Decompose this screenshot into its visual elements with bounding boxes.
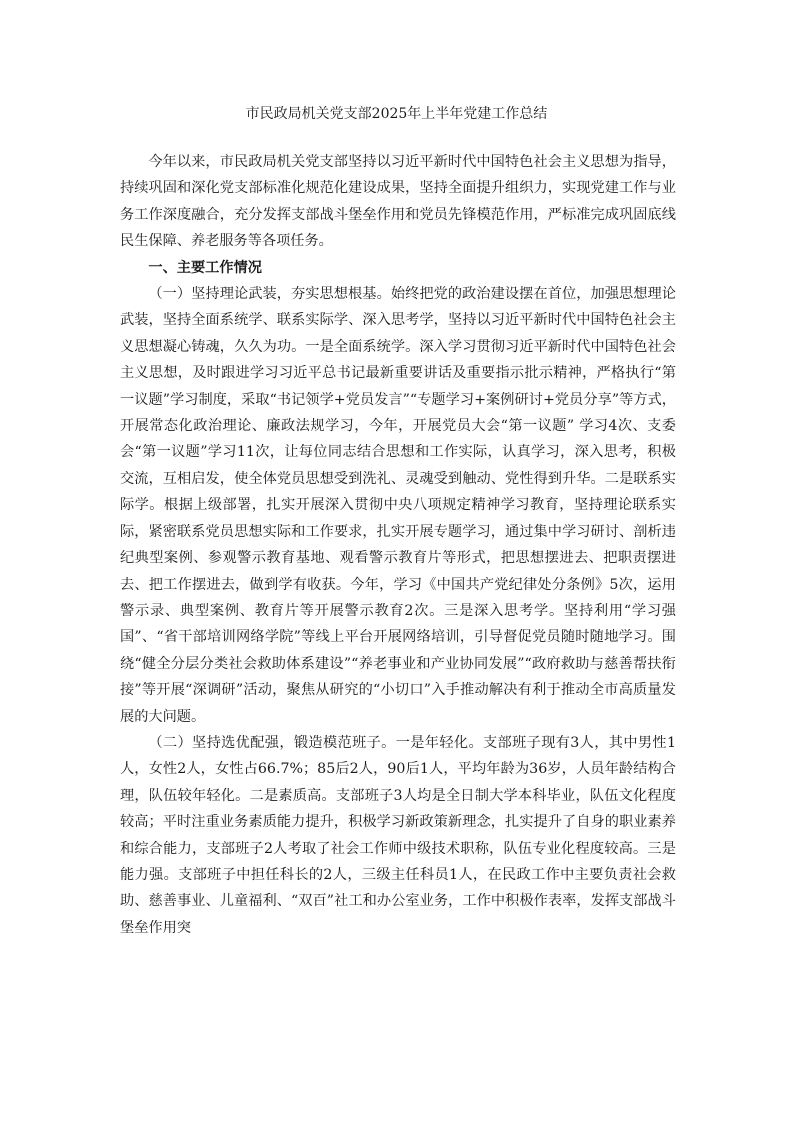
intro-paragraph: 今年以来，市民政局机关党支部坚持以习近平新时代中国特色社会主义思想为指导，持续巩固和深化党支部标准化规范化建设成果，坚持全面提升组织力，实现党建工作与业务工作深度融合，充分发挥支部战斗堡垒作用和党员先锋模范作用，严标准完成巩固底线民生保障、养老服务等各项任务。 [120,154,676,250]
paragraph-theory-study: （一）坚持理论武装，夯实思想根基。始终把党的政治建设摆在首位，加强思想理论武装，坚持全面系统学、联系实际学、深入思考学，坚持以习近平新时代中国特色社会主义思想凝心铸魂，久久为功。一是全面系统学。深入学习贯彻习近平新时代中国特色社会主义思想，及时跟进学习习近平总书记最新重要讲话及重要指示批示精神，严格执行“第一议题”学习制度，采取“书记领学+党员发言”“专题学习+案例研讨+党员分享”等方式，开展常态化政治理论、廉政法规学习，今年，开展党员大会“第一议题” 学习4次、支委会“第一议题”学习11次，让每位同志结合思想和工作实际，认真学习，深入思考，积极交流，互相启发，使全体党员思想受到洗礼、灵魂受到触动、党性得到升华。二是联系实际学。根据上级部署，扎实开展深入贯彻中央八项规定精神学习教育，坚持理论联系实际，紧密联系党员思想实际和工作要求，扎实开展专题学习，通过集中学习研讨、剖析违纪典型案例、参观警示教育基地、观看警示教育片等形式，把思想摆进去、把职责摆进去、把工作摆进去，做到学有收获。今年，学习《中国共产党纪律处分条例》5次，运用警示录、典型案例、教育片等开展警示教育2次。三是深入思考学。坚持利用“学习强国”、“省干部培训网络学院”等线上平台开展网络培训，引导督促党员随时随地学习。围绕“健全分层分类社会救助体系建设”“养老事业和产业协同发展”“政府救助与慈善帮扶衔接”等开展“深调研”活动，聚焦从研究的“小切口”入手推动解决有利于推动全市高质量发展的大问题。 [120,286,676,725]
section-heading: 一、主要工作情况 [148,259,262,276]
document-title: 市民政局机关党支部2025年上半年党建工作总结 [245,106,548,122]
document-body [120,149,676,941]
paragraph-team-building: （二）坚持选优配强，锻造模范班子。一是年轻化。支部班子现有3人，其中男性1人，女性2人，女性占66.7%；85后2人，90后1人，平均年龄为36岁，人员年龄结构合理，队伍较年轻化。二是素质高。支部班子3人均是全日制大学本科毕业，队伍文化程度较高；平时注重业务素质能力提升，积极学习新政策新理念，扎实提升了自身的职业素养和综合能力，支部班子2人考取了社会工作师中级技术职称，队伍专业化程度较高。三是能力强。支部班子中担任科长的2人，三级主任科员1人，在民政工作中主要负责社会救助、慈善事业、儿童福利、“双百”社工和办公室业务，工作中积极作表率，发挥支部战斗堡垒作用突 [120,734,676,936]
